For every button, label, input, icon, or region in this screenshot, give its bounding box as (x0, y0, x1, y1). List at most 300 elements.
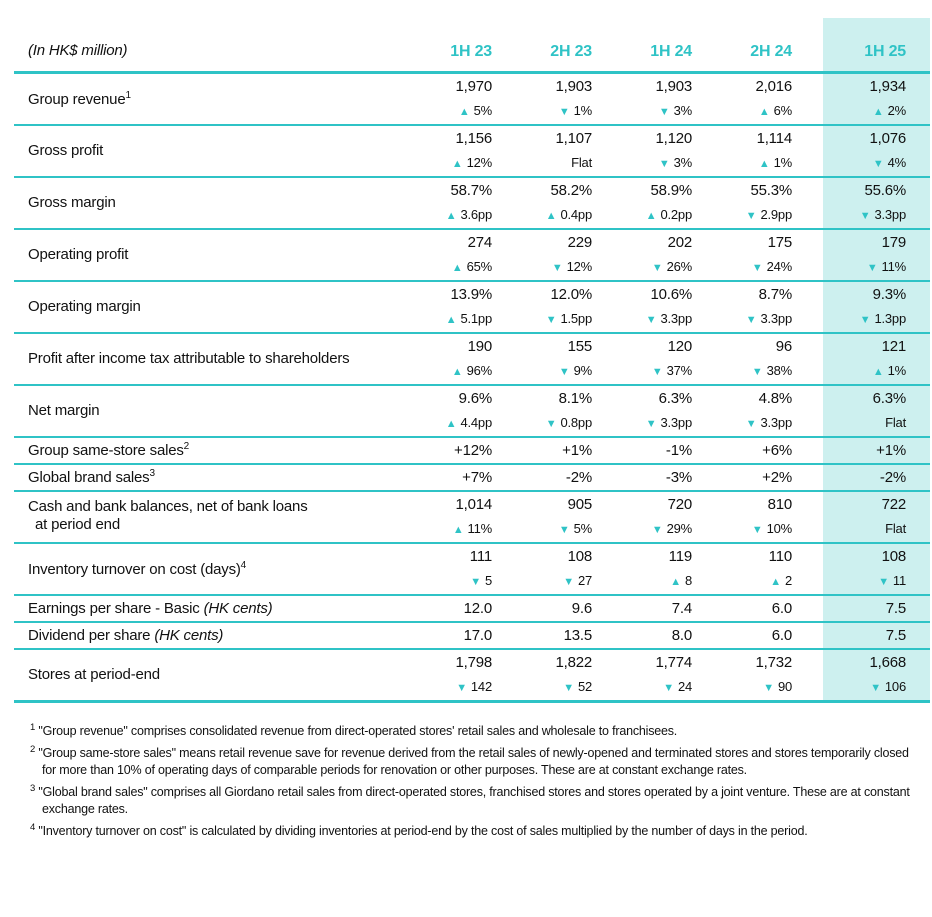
triangle-down-icon: ▼ (558, 105, 570, 118)
cell-value: 58.2% (550, 181, 592, 199)
table-row (14, 72, 930, 125)
column-header-1h-25: 1H 25 (792, 18, 930, 72)
value-cell (792, 622, 930, 649)
cell-change (692, 569, 792, 594)
table-row (14, 437, 930, 464)
change-text: 5% (573, 520, 592, 536)
cell-value: 6.3% (872, 390, 906, 407)
cell-value: 1,732 (755, 653, 792, 671)
cell-value: 58.9% (650, 181, 692, 199)
change-text: 3% (673, 154, 692, 170)
row-label-text: Earnings per share - Basic (28, 599, 200, 617)
value-cell (592, 229, 692, 281)
cell-change (792, 517, 906, 541)
value-cell (492, 229, 592, 281)
triangle-up-icon: ▲ (451, 157, 463, 170)
triangle-down-icon: ▼ (563, 681, 574, 694)
cell-change (692, 517, 792, 542)
row-label-text: Inventory turnover on cost (days) (28, 560, 241, 578)
triangle-down-icon: ▼ (651, 261, 663, 274)
value-cell (592, 622, 692, 649)
value-cell (492, 437, 592, 464)
change-text: 3.3pp (660, 414, 692, 430)
row-label (14, 491, 423, 543)
change-text: 1% (773, 154, 792, 170)
triangle-down-icon: ▼ (872, 157, 884, 170)
row-label-text: Operating profit (28, 246, 129, 263)
value-cell (692, 125, 792, 177)
triangle-down-icon: ▼ (878, 575, 889, 588)
triangle-down-icon: ▼ (456, 681, 467, 694)
triangle-down-icon: ▼ (859, 209, 871, 222)
cell-change (792, 569, 906, 594)
cell-change (492, 151, 592, 175)
triangle-up-icon: ▲ (451, 365, 463, 378)
table-row (14, 385, 930, 437)
row-label-text: Profit after income tax attributable to shareholders (28, 350, 350, 367)
table-row (14, 177, 930, 229)
cell-change (492, 203, 592, 228)
cell-value: 9.3% (872, 285, 906, 303)
row-label (14, 622, 423, 649)
value-cell (692, 491, 792, 543)
footnote-text: "Group same-store sales" means retail revenue save for revenue derived from the retail sales of newly-opened and terminated stores and stores temporarily closed for more than 10% of operating days of comparable periods for renovation or other purposes. These are at constant exchange rates. (38, 745, 909, 777)
cell-value: 12.0 (463, 599, 492, 617)
row-label-footnote-ref: 1 (125, 89, 131, 101)
value-cell (492, 281, 592, 333)
cell-change (592, 151, 692, 176)
change-text: 24% (766, 258, 792, 274)
footnote-item (30, 741, 912, 779)
value-cell (692, 177, 792, 229)
change-text: 142 (470, 678, 492, 694)
cell-value: 229 (567, 233, 592, 251)
footnote-number: 4 (30, 821, 36, 833)
cell-change (692, 203, 792, 228)
triangle-down-icon: ▼ (551, 261, 563, 274)
cell-value: 121 (881, 337, 906, 355)
value-cell (792, 385, 930, 437)
change-text: 11% (467, 520, 492, 536)
unit-label: (In HK$ million) (14, 18, 423, 72)
value-cell (692, 437, 792, 464)
value-cell (692, 385, 792, 437)
value-cell (423, 125, 492, 177)
cell-change (423, 517, 492, 542)
row-label (14, 72, 423, 125)
change-text: 52 (577, 678, 592, 694)
value-cell (792, 229, 930, 281)
cell-value: 1,014 (455, 495, 492, 513)
row-label (14, 385, 423, 437)
value-cell (692, 649, 792, 702)
triangle-up-icon: ▲ (452, 523, 464, 536)
column-header-1h-24: 1H 24 (592, 18, 692, 72)
value-cell (423, 649, 492, 702)
triangle-down-icon: ▼ (859, 313, 871, 326)
cell-change (423, 151, 492, 176)
cell-change (423, 569, 492, 594)
cell-value: 12.0% (550, 285, 592, 303)
change-text: 12% (466, 154, 492, 170)
triangle-up-icon: ▲ (645, 209, 657, 222)
footnote-number: 2 (30, 743, 36, 755)
row-label-text: Operating margin (28, 298, 141, 315)
triangle-up-icon: ▲ (445, 417, 457, 430)
change-text: 27 (577, 572, 592, 588)
footnote-text: "Group revenue" comprises consolidated revenue from direct-operated stores' retail sales and wholesale to franchisees. (38, 723, 678, 738)
column-header-1h-23: 1H 23 (423, 18, 492, 72)
column-header-2h-23: 2H 23 (492, 18, 592, 72)
cell-value: +6% (762, 441, 792, 459)
value-cell (492, 649, 592, 702)
cell-change (792, 203, 906, 228)
triangle-down-icon: ▼ (745, 209, 757, 222)
cell-value: 202 (667, 233, 692, 251)
value-cell (692, 333, 792, 385)
value-cell (792, 491, 930, 543)
cell-change (492, 307, 592, 332)
cell-change (423, 359, 492, 384)
cell-change (423, 203, 492, 228)
row-label-line2: at period end (35, 516, 120, 533)
cell-change (423, 675, 492, 700)
triangle-down-icon: ▼ (558, 523, 570, 536)
row-label-text: Gross profit (28, 142, 104, 159)
financial-highlights-table (14, 18, 930, 703)
row-label-text: Group revenue (28, 90, 126, 108)
value-cell (492, 622, 592, 649)
change-text: 9% (573, 362, 592, 378)
triangle-down-icon: ▼ (645, 417, 657, 430)
cell-value: -2% (879, 468, 906, 486)
footnote-text: "Inventory turnover on cost" is calculated by dividing inventories at period-end by the cost of sales multiplied by the number of days in the period. (38, 824, 808, 839)
cell-value: 96 (775, 337, 792, 355)
row-label (14, 543, 423, 595)
value-cell (592, 437, 692, 464)
change-text: 106 (884, 678, 906, 694)
change-text: 3.3pp (874, 206, 906, 222)
cell-value: 1,668 (869, 653, 906, 671)
cell-value: 55.3% (750, 181, 792, 199)
cell-value: 10.6% (650, 285, 692, 303)
change-text: 8 (684, 572, 692, 588)
cell-value: 8.7% (758, 285, 792, 303)
cell-change (692, 675, 792, 700)
row-label-footnote-ref: 2 (183, 441, 190, 452)
value-cell (792, 595, 930, 622)
triangle-down-icon: ▼ (870, 681, 881, 694)
row-label-text: Net margin (28, 402, 100, 419)
value-cell (423, 72, 492, 125)
triangle-down-icon: ▼ (558, 365, 570, 378)
table-row (14, 491, 930, 543)
footnotes (30, 719, 912, 841)
row-label (14, 177, 423, 229)
change-text: 4.4pp (460, 414, 492, 430)
cell-value: 6.0 (771, 626, 792, 644)
change-text: Flat (571, 155, 592, 170)
triangle-up-icon: ▲ (458, 105, 470, 118)
cell-change (492, 411, 592, 436)
cell-value: 1,156 (455, 129, 492, 147)
value-cell (492, 385, 592, 437)
triangle-down-icon: ▼ (658, 157, 670, 170)
footnote-item (30, 780, 912, 818)
table-body (14, 72, 930, 701)
change-text: 2 (784, 572, 792, 588)
cell-change (792, 99, 906, 124)
value-cell (792, 125, 930, 177)
cell-change (423, 411, 492, 436)
change-text: 3% (673, 102, 692, 118)
cell-change (423, 99, 492, 124)
change-text: 26% (666, 258, 692, 274)
change-text: 0.8pp (560, 414, 592, 430)
cell-change (592, 255, 692, 280)
value-cell (592, 464, 692, 491)
cell-value: 119 (668, 547, 692, 565)
cell-value: 17.0 (463, 626, 492, 644)
triangle-up-icon: ▲ (758, 157, 770, 170)
value-cell (592, 491, 692, 543)
row-label-text: Gross margin (28, 194, 116, 211)
table-row (14, 229, 930, 281)
change-text: 96% (466, 362, 492, 378)
cell-value: 179 (881, 233, 906, 251)
triangle-up-icon: ▲ (670, 575, 681, 588)
triangle-down-icon: ▼ (545, 313, 557, 326)
value-cell (792, 649, 930, 702)
value-cell (492, 543, 592, 595)
header-row (14, 18, 930, 72)
value-cell (423, 229, 492, 281)
row-label-text: Stores at period-end (28, 666, 160, 683)
cell-change (592, 569, 692, 594)
table-row (14, 649, 930, 702)
row-label-unit: (HK cents) (154, 626, 224, 644)
cell-value: +12% (454, 441, 492, 459)
footnote-number: 3 (30, 782, 36, 794)
change-text: 10% (766, 520, 792, 536)
change-text: 65% (466, 258, 492, 274)
cell-change (592, 99, 692, 124)
triangle-down-icon: ▼ (745, 313, 757, 326)
change-text: 1.3pp (874, 310, 906, 326)
value-cell (592, 333, 692, 385)
cell-value: 7.4 (671, 599, 692, 617)
cell-value: 120 (667, 337, 692, 355)
value-cell (423, 491, 492, 543)
value-cell (492, 177, 592, 229)
triangle-up-icon: ▲ (758, 105, 770, 118)
footnote-number: 1 (30, 721, 36, 733)
value-cell (592, 543, 692, 595)
change-text: 12% (566, 258, 592, 274)
value-cell (792, 333, 930, 385)
cell-change (692, 359, 792, 384)
cell-change (592, 411, 692, 436)
cell-change (423, 307, 492, 332)
change-text: 1% (887, 362, 906, 378)
change-text: 37% (666, 362, 692, 378)
cell-value: 1,774 (655, 653, 692, 671)
triangle-down-icon: ▼ (745, 417, 757, 430)
cell-value: 7.5 (885, 626, 906, 644)
cell-change (692, 255, 792, 280)
cell-value: 1,076 (869, 129, 906, 147)
cell-value: 111 (469, 547, 492, 565)
row-label (14, 281, 423, 333)
cell-value: -2% (565, 468, 592, 486)
cell-value: 1,798 (455, 653, 492, 671)
change-text: 1% (573, 102, 592, 118)
triangle-down-icon: ▼ (545, 417, 557, 430)
cell-change (792, 359, 906, 384)
change-text: 6% (773, 102, 792, 118)
table-row (14, 464, 930, 491)
cell-value: 8.1% (558, 389, 592, 407)
cell-value: 6.0 (771, 599, 792, 617)
cell-value: 1,903 (555, 77, 592, 95)
triangle-down-icon: ▼ (563, 575, 574, 588)
cell-change (792, 307, 906, 332)
cell-value: 55.6% (864, 181, 906, 199)
triangle-up-icon: ▲ (451, 261, 463, 274)
value-cell (423, 622, 492, 649)
cell-change (792, 411, 906, 435)
cell-value: -3% (665, 468, 692, 486)
cell-change (592, 675, 692, 700)
cell-change (792, 151, 906, 176)
change-text: 2% (887, 102, 906, 118)
cell-change (692, 411, 792, 436)
cell-change (492, 99, 592, 124)
value-cell (692, 543, 792, 595)
row-label (14, 125, 423, 177)
triangle-up-icon: ▲ (445, 209, 457, 222)
triangle-down-icon: ▼ (651, 523, 663, 536)
cell-value: 1,120 (655, 129, 692, 147)
value-cell (792, 437, 930, 464)
cell-value: -1% (665, 441, 692, 459)
cell-value: 1,107 (555, 130, 592, 147)
value-cell (692, 595, 792, 622)
cell-value: 9.6 (571, 599, 592, 617)
row-label (14, 437, 423, 464)
cell-value: 810 (767, 495, 792, 513)
value-cell (792, 543, 930, 595)
triangle-up-icon: ▲ (872, 365, 884, 378)
value-cell (792, 177, 930, 229)
value-cell (423, 595, 492, 622)
row-label (14, 464, 423, 491)
row-label-footnote-ref: 3 (149, 468, 155, 479)
cell-value: 1,970 (455, 77, 492, 95)
change-text: Flat (885, 521, 906, 536)
cell-value: 190 (467, 337, 492, 355)
cell-change (692, 307, 792, 332)
change-text: 24 (677, 678, 692, 694)
change-text: 29% (666, 520, 692, 536)
value-cell (492, 464, 592, 491)
cell-value: 720 (667, 495, 692, 513)
change-text: 5.1pp (460, 310, 492, 326)
triangle-down-icon: ▼ (470, 575, 481, 588)
cell-change (492, 255, 592, 280)
change-text: 90 (777, 678, 792, 694)
value-cell (492, 333, 592, 385)
change-text: 3.3pp (660, 310, 692, 326)
cell-value: 1,114 (756, 129, 792, 147)
change-text: 3.3pp (760, 310, 792, 326)
triangle-down-icon: ▼ (751, 523, 763, 536)
value-cell (492, 125, 592, 177)
row-label-unit: (HK cents) (203, 599, 273, 617)
cell-change (492, 675, 592, 700)
value-cell (792, 281, 930, 333)
value-cell (492, 595, 592, 622)
cell-value: +2% (762, 468, 792, 486)
table-row (14, 543, 930, 595)
table-row (14, 595, 930, 622)
triangle-down-icon: ▼ (645, 313, 657, 326)
value-cell (692, 72, 792, 125)
row-label-text: Dividend per share (28, 626, 151, 644)
footnote-item (30, 719, 912, 740)
cell-change (492, 569, 592, 594)
triangle-down-icon: ▼ (866, 261, 878, 274)
value-cell (692, 622, 792, 649)
value-cell (592, 177, 692, 229)
value-cell (423, 385, 492, 437)
cell-value: 155 (567, 337, 592, 355)
row-label (14, 333, 423, 385)
change-text: Flat (885, 415, 906, 430)
cell-change (492, 517, 592, 542)
cell-change (792, 255, 906, 280)
change-text: 5 (484, 572, 492, 588)
value-cell (592, 595, 692, 622)
value-cell (423, 281, 492, 333)
value-cell (592, 72, 692, 125)
table-row (14, 333, 930, 385)
cell-value: 108 (567, 547, 592, 565)
cell-value: 6.3% (658, 389, 692, 407)
cell-value: +1% (876, 441, 906, 459)
triangle-down-icon: ▼ (763, 681, 774, 694)
cell-value: 13.9% (450, 285, 492, 303)
table-row (14, 622, 930, 649)
value-cell (423, 437, 492, 464)
value-cell (792, 72, 930, 125)
cell-value: 13.5 (563, 626, 592, 644)
triangle-down-icon: ▼ (663, 681, 674, 694)
value-cell (592, 649, 692, 702)
cell-change (592, 359, 692, 384)
cell-value: 4.8% (758, 389, 792, 407)
triangle-down-icon: ▼ (751, 365, 763, 378)
cell-change (592, 307, 692, 332)
row-label (14, 595, 423, 622)
change-text: 3.3pp (760, 414, 792, 430)
cell-value: 722 (881, 496, 906, 513)
cell-change (592, 203, 692, 228)
cell-change (692, 151, 792, 176)
value-cell (423, 543, 492, 595)
cell-value: 110 (768, 547, 792, 565)
cell-change (792, 675, 906, 700)
